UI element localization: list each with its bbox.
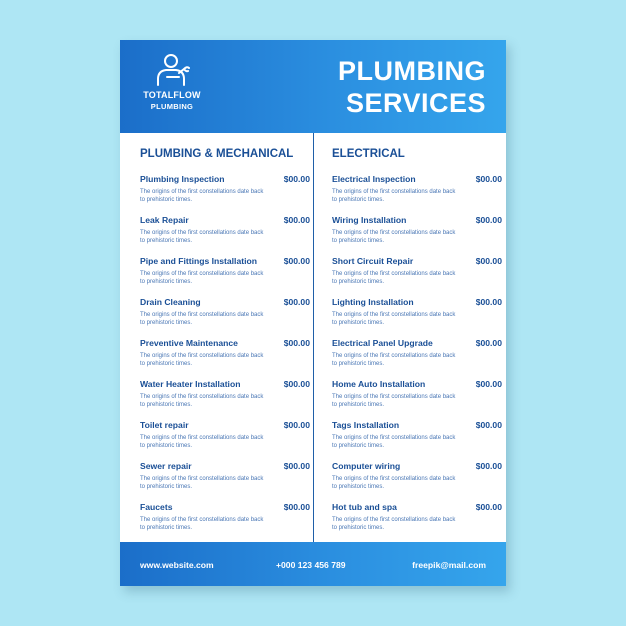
service-name: Toilet repair — [140, 420, 189, 430]
service-price: $00.00 — [475, 420, 502, 430]
service-item — [140, 338, 310, 379]
service-item — [332, 215, 502, 256]
column-divider — [313, 133, 314, 542]
service-description: The origins of the first constellations date back to prehistoric times. — [332, 394, 456, 408]
service-price: $00.00 — [475, 461, 502, 471]
service-price: $00.00 — [475, 338, 502, 348]
service-item — [332, 174, 502, 215]
service-description: The origins of the first constellations date back to prehistoric times. — [140, 271, 264, 285]
header-banner — [120, 40, 506, 133]
service-price: $00.00 — [283, 174, 310, 184]
service-name: Drain Cleaning — [140, 297, 201, 307]
service-price: $00.00 — [283, 502, 310, 512]
service-price: $00.00 — [475, 215, 502, 225]
service-item — [140, 297, 310, 338]
service-description: The origins of the first constellations date back to prehistoric times. — [332, 271, 456, 285]
service-price: $00.00 — [283, 461, 310, 471]
service-name: Electrical Inspection — [332, 174, 416, 184]
service-description: The origins of the first constellations date back to prehistoric times. — [140, 312, 264, 326]
service-price: $00.00 — [475, 379, 502, 389]
service-item — [140, 174, 310, 215]
electrical-heading: ELECTRICAL — [332, 148, 405, 160]
service-price: $00.00 — [475, 297, 502, 307]
service-price: $00.00 — [283, 379, 310, 389]
footer-website[interactable]: www.website.com — [140, 560, 214, 570]
service-name: Preventive Maintenance — [140, 338, 238, 348]
service-item — [332, 502, 502, 543]
service-name: Plumbing Inspection — [140, 174, 225, 184]
service-name: Home Auto Installation — [332, 379, 426, 389]
service-name: Faucets — [140, 502, 173, 512]
service-price: $00.00 — [475, 502, 502, 512]
electrical-list — [332, 174, 502, 543]
flyer — [120, 40, 506, 586]
service-name: Leak Repair — [140, 215, 189, 225]
plumbing-heading: PLUMBING & MECHANICAL — [140, 148, 294, 160]
service-description: The origins of the first constellations date back to prehistoric times. — [140, 353, 264, 367]
footer-phone[interactable]: +000 123 456 789 — [276, 560, 346, 570]
service-price: $00.00 — [283, 256, 310, 266]
service-description: The origins of the first constellations date back to prehistoric times. — [140, 476, 264, 490]
plumbing-column — [140, 133, 310, 543]
service-item — [140, 256, 310, 297]
service-item — [332, 420, 502, 461]
service-price: $00.00 — [283, 215, 310, 225]
service-item — [140, 502, 310, 543]
brand-subtitle: PLUMBING — [150, 102, 194, 111]
service-item — [140, 379, 310, 420]
service-name: Electrical Panel Upgrade — [332, 338, 433, 348]
plumbing-list — [140, 174, 310, 543]
service-description: The origins of the first constellations date back to prehistoric times. — [332, 353, 456, 367]
service-item — [140, 461, 310, 502]
service-description: The origins of the first constellations date back to prehistoric times. — [140, 230, 264, 244]
service-description: The origins of the first constellations date back to prehistoric times. — [332, 476, 456, 490]
service-item — [140, 420, 310, 461]
brand-name: TOTALFLOW — [143, 90, 201, 100]
service-name: Tags Installation — [332, 420, 400, 430]
service-description: The origins of the first constellations date back to prehistoric times. — [332, 189, 456, 203]
page-title — [338, 55, 486, 119]
service-item — [332, 461, 502, 502]
footer-banner — [120, 542, 506, 586]
service-description: The origins of the first constellations date back to prehistoric times. — [332, 435, 456, 449]
title-line-1: PLUMBING — [338, 56, 486, 86]
electrical-column — [332, 133, 502, 543]
title-line-2: SERVICES — [345, 88, 486, 118]
service-item — [332, 338, 502, 379]
service-name: Wiring Installation — [332, 215, 407, 225]
service-price: $00.00 — [475, 256, 502, 266]
service-name: Sewer repair — [140, 461, 192, 471]
service-description: The origins of the first constellations date back to prehistoric times. — [140, 435, 264, 449]
service-description: The origins of the first constellations date back to prehistoric times. — [140, 189, 264, 203]
service-item — [332, 379, 502, 420]
service-name: Lighting Installation — [332, 297, 414, 307]
service-name: Short Circuit Repair — [332, 256, 414, 266]
plumber-wrench-icon — [154, 52, 190, 86]
service-description: The origins of the first constellations date back to prehistoric times. — [332, 312, 456, 326]
service-name: Water Heater Installation — [140, 379, 241, 389]
service-item — [332, 297, 502, 338]
service-name: Hot tub and spa — [332, 502, 397, 512]
service-description: The origins of the first constellations date back to prehistoric times. — [332, 517, 456, 531]
service-name: Computer wiring — [332, 461, 401, 471]
service-description: The origins of the first constellations date back to prehistoric times. — [140, 394, 264, 408]
service-description: The origins of the first constellations date back to prehistoric times. — [140, 517, 264, 531]
service-price: $00.00 — [283, 420, 310, 430]
service-item — [332, 256, 502, 297]
service-description: The origins of the first constellations date back to prehistoric times. — [332, 230, 456, 244]
footer-email[interactable]: freepik@mail.com — [412, 560, 486, 570]
service-item — [140, 215, 310, 256]
service-name: Pipe and Fittings Installation — [140, 256, 257, 266]
service-price: $00.00 — [283, 338, 310, 348]
service-price: $00.00 — [283, 297, 310, 307]
service-price: $00.00 — [475, 174, 502, 184]
brand-logo — [142, 52, 202, 111]
